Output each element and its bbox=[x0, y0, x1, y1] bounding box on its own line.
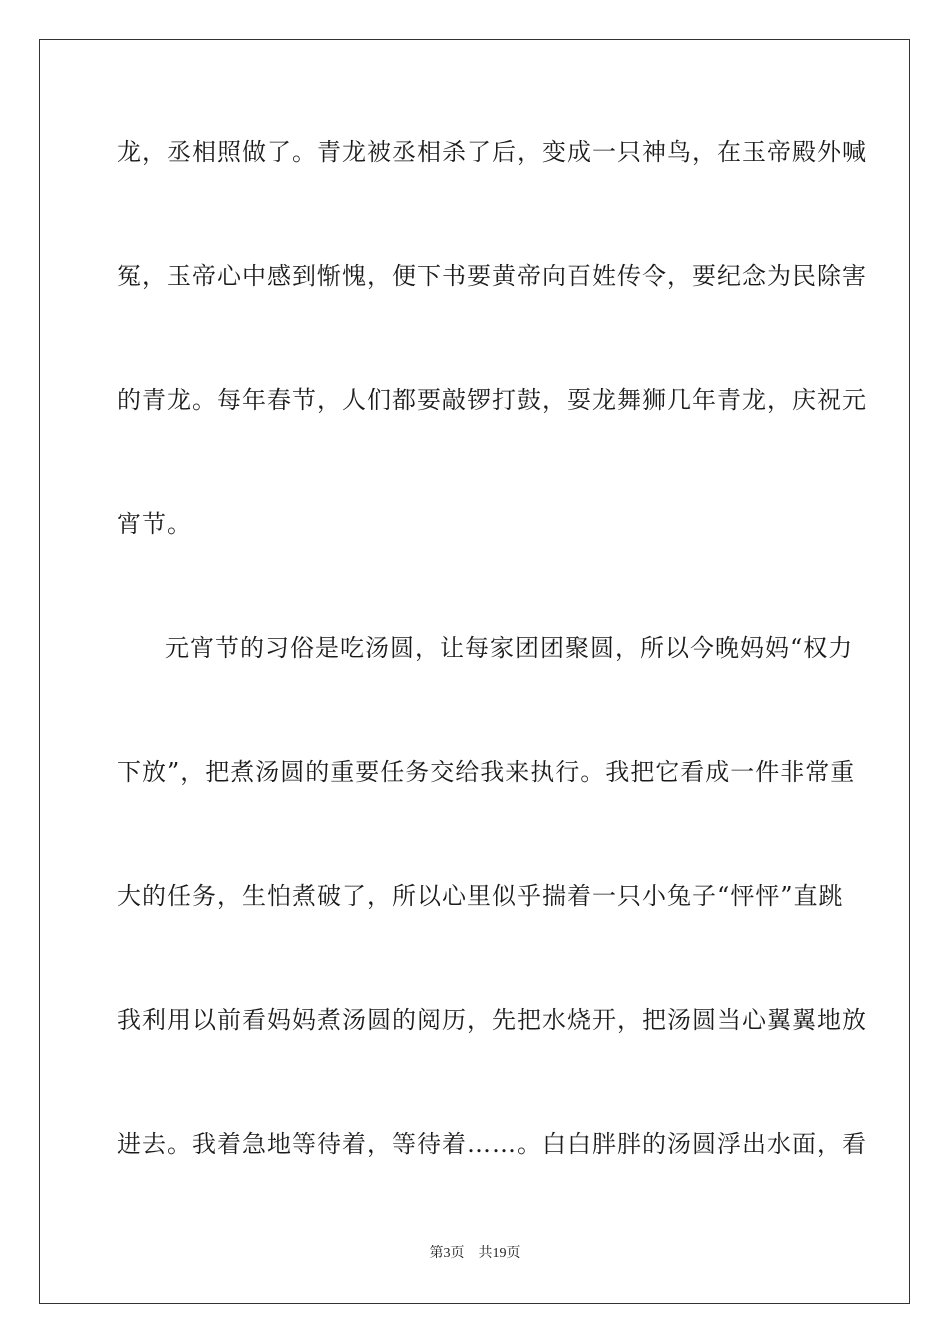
page-footer bbox=[0, 1245, 950, 1263]
paragraph-line: 宵节。 bbox=[117, 510, 192, 538]
paragraph-line: 我利用以前看妈妈煮汤圆的阅历，先把水烧开，把汤圆当心翼翼地放 bbox=[117, 1006, 867, 1034]
paragraph-line: 冤，玉帝心中感到惭愧，便下书要黄帝向百姓传令，要纪念为民除害 bbox=[117, 262, 867, 290]
total-pages: 共19页 bbox=[478, 1246, 521, 1261]
paragraph-line: 进去。我着急地等待着，等待着……。白白胖胖的汤圆浮出水面，看 bbox=[117, 1130, 867, 1158]
page-number: 第3页 bbox=[429, 1246, 465, 1261]
paragraph-line: 的青龙。每年春节，人们都要敲锣打鼓，耍龙舞狮几年青龙，庆祝元 bbox=[117, 386, 867, 414]
paragraph-line: 大的任务，生怕煮破了，所以心里似乎揣着一只小兔子“怦怦”直跳 bbox=[117, 882, 844, 910]
paragraph-line: 龙，丞相照做了。青龙被丞相杀了后，变成一只神鸟，在玉帝殿外喊 bbox=[117, 138, 867, 166]
page-border bbox=[39, 39, 910, 1304]
paragraph-line: 元宵节的习俗是吃汤圆，让每家团团聚圆，所以今晚妈妈“权力 bbox=[165, 634, 854, 662]
paragraph-line: 下放”，把煮汤圆的重要任务交给我来执行。我把它看成一件非常重 bbox=[117, 758, 856, 786]
